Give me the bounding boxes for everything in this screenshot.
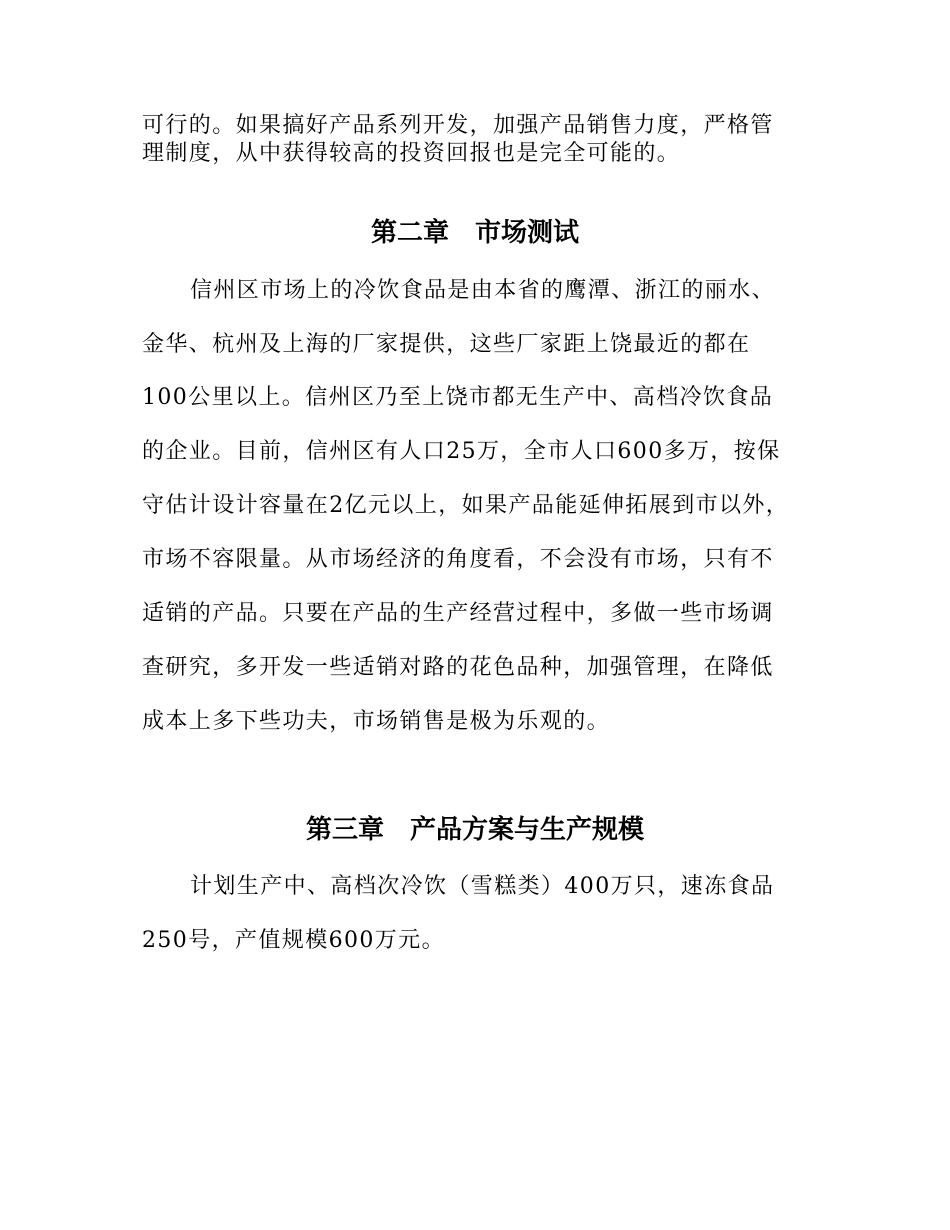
paragraph-line: 的企业。目前，信州区有人口25万，全市人口600多万，按保: [142, 439, 781, 464]
paragraph-line: 理制度，从中获得较高的投资回报也是完全可能的。: [142, 141, 681, 166]
paragraph-line: 250号，产值规模600万元。: [142, 928, 445, 953]
paragraph-line: 查研究，多开发一些适销对路的花色品种，加强管理，在降低: [142, 655, 774, 680]
paragraph-line: 100公里以上。信州区乃至上饶市都无生产中、高档冷饮食品: [142, 385, 774, 410]
chapter-heading: 第二章 市场测试: [370, 218, 579, 248]
chapter-heading: 第三章 产品方案与生产规模: [305, 815, 644, 845]
paragraph-line: 守估计设计容量在2亿元以上，如果产品能延伸拓展到市以外，: [142, 493, 790, 518]
paragraph-line: 金华、杭州及上海的厂家提供，这些厂家距上饶最近的都在: [142, 332, 751, 357]
paragraph-line: 可行的。如果搞好产品系列开发，加强产品销售力度，严格管: [142, 113, 774, 138]
paragraph-line: 计划生产中、高档次冷饮（雪糕类）400万只，速冻食品: [190, 874, 775, 899]
paragraph-line: 市场不容限量。从市场经济的角度看，不会没有市场，只有不: [142, 547, 774, 572]
paragraph-line: 成本上多下些功夫，市场销售是极为乐观的。: [142, 709, 611, 734]
paragraph-line: 适销的产品。只要在产品的生产经营过程中，多做一些市场调: [142, 601, 774, 626]
paragraph-line: 信州区市场上的冷饮食品是由本省的鹰潭、浙江的丽水、: [190, 278, 776, 303]
